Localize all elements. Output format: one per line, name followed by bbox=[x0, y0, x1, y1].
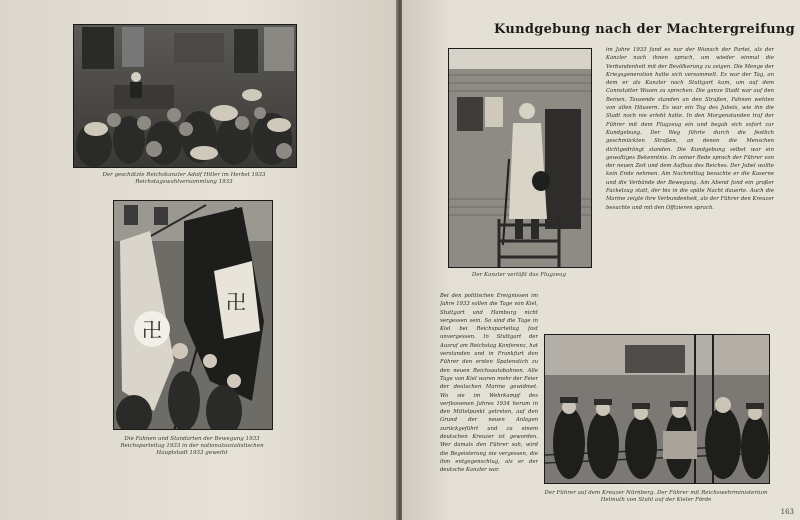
svg-text:卍: 卍 bbox=[226, 290, 246, 314]
photo-flags-graphic bbox=[114, 201, 272, 429]
photo-flags bbox=[113, 200, 273, 430]
photo-crowd-graphic bbox=[74, 25, 296, 167]
photo-ship-graphic bbox=[545, 335, 769, 483]
photo-ship-deck bbox=[544, 334, 770, 484]
article-column-right bbox=[606, 46, 774, 332]
svg-text:卍: 卍 bbox=[142, 318, 162, 342]
photo-aircraft-arrival bbox=[448, 48, 592, 268]
photo-aircraft-graphic bbox=[449, 49, 591, 267]
caption-ship-deck: Der Führer auf dem Kreuzer Nürnberg. Der Führer mit Reichswehrministerium Helmuth von Stuhl auf der Kieler Förde bbox=[544, 490, 768, 503]
right-page bbox=[402, 0, 800, 520]
caption-crowd-speech: Der geschätzte Reichskanzler Adolf Hitler im Herbst 1933 Reichstagswahlversammlung 1933 bbox=[102, 172, 266, 185]
caption-flags: Die Fahnen und Standarten der Bewegung 1933 Reichsparteitag 1933 in der nationalsozialistischen Hauptstadt 1933 geweiht bbox=[120, 436, 264, 456]
article-paragraph-right: im Jahre 1933 fand es nur der Wunsch der Partei, als der Kanzler nach ihnen sprach, um wieder einmal die Verbundenheit mit der Bevölkerung zu zeigen. Die Menge der Kriegsgeneration hatte sich versammelt. Es war der Tag, an dem er als Kanzler nach Stuttgart kam, um auf dem Cannstatter Wasen zu sprechen. Die ganze Stadt war auf den Beinen. Tausende standen an den Straßen, Fahnen wehten von allen Häusern. Es war ein Tag des Jubels, wie ihn die Stadt noch nie erlebt hatte. In den Morgenstunden traf der Führer mit dem Flugzeug ein und begab sich sofort zur Kundgebung. Der Weg führte durch die festlich geschmückten Straßen, an denen die Menschen dichtgedrängt standen. Die Kundgebung selbst war ein gewaltiges Bekenntnis. In seiner Rede sprach der Führer von der neuen Zeit und dem Aufbau des Reiches. Der Jubel wollte kein Ende nehmen. Am Nachmittag besuchte er die Kaserne und die Verbände der Bewegung. Am Abend fand ein großer Fackelzug statt, der bis in die späte Nacht dauerte. Auch die Marine zeigte ihre Verbundenheit, als der Führer den Kreuzer besuchte und mit den Offizieren sprach. bbox=[606, 47, 774, 211]
caption-aircraft-arrival: Der Kanzler verläßt das Flugzeug bbox=[471, 272, 567, 278]
page-number: 163 bbox=[780, 508, 794, 516]
photo-crowd-speech bbox=[73, 24, 297, 168]
page-headline: Kundgebung nach der Machtergreifung bbox=[494, 22, 796, 37]
left-page bbox=[0, 0, 398, 520]
article-column-left bbox=[440, 292, 538, 504]
article-paragraph-left: Bei den politischen Ereignissen im Jahre 1933 sollen die Tage von Kiel, Stuttgart und Hamburg nicht vergessen sein. So sind die Tage in Kiel bei Reichsparteitag fast unvergessen. In Stuttgart der Ausruf am Reichstag Konferenz, hat verstanden und in Frankfurt den Führer den ersten Spatenstich zu den neuen Reichsautobahnen. Alle Tage von Kiel waren mehr der Feier der deutschen Marine gewidmet. Wo sie im Wehrkampf des verflossenen Jahres 1934 herum in den Mittelpunkt getreten, auf den Grund der neuen Anlagen zurückgeführt und zu einem deutschen Kreuzer ist geworden. Wer damals den Führer sah, wird die Begeisterung nie vergessen, die ihm entgegenschlug, als er der deutsche Kanzler war. bbox=[440, 293, 538, 474]
